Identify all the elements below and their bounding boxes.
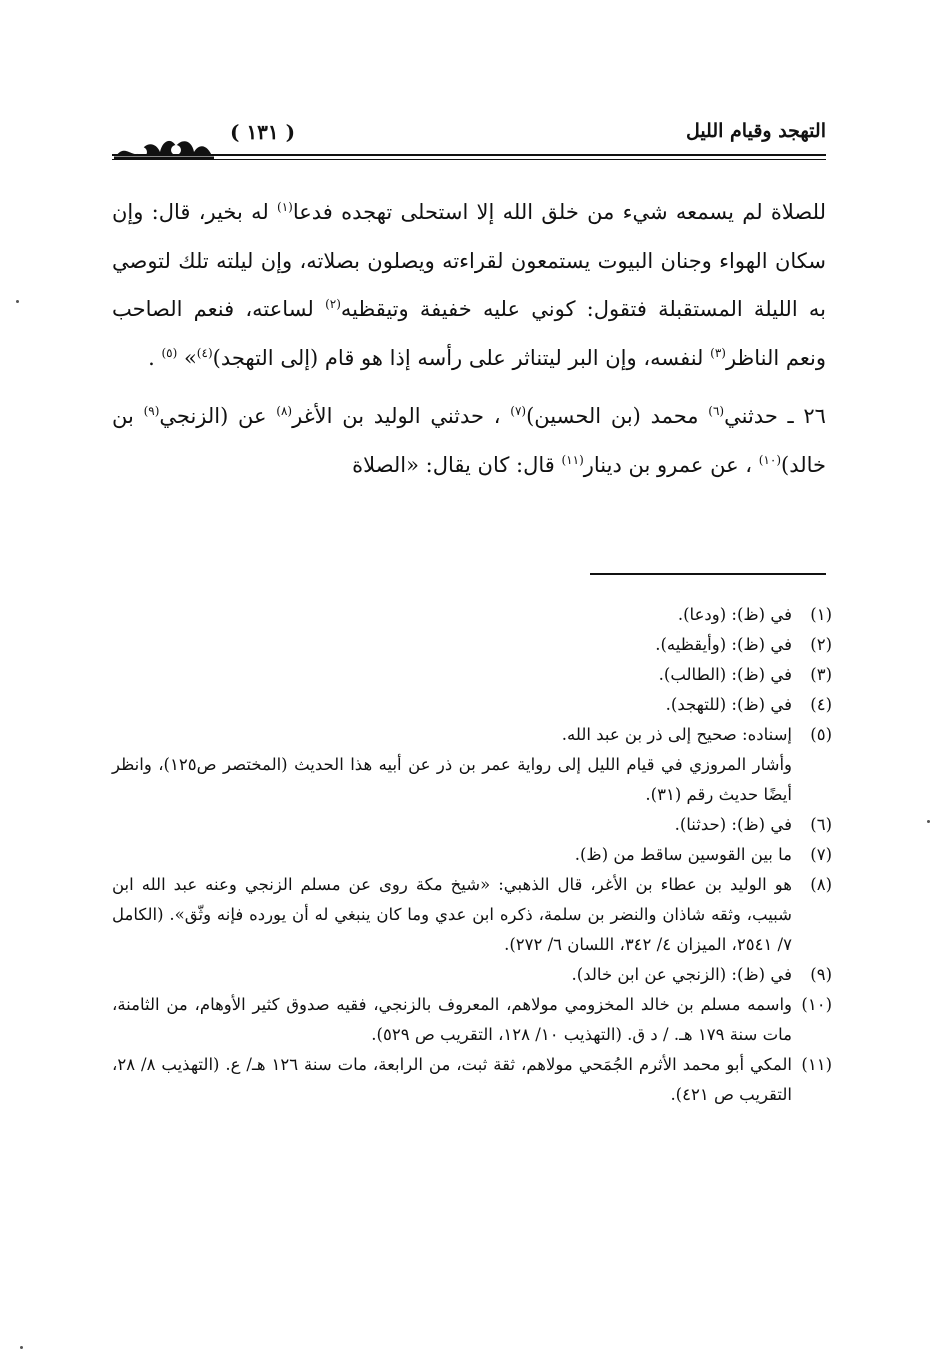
footnote-number: (٥) xyxy=(810,725,832,744)
footnote-3 xyxy=(112,660,832,690)
text-segment: للصلاة لم يسمعه شيء من خلق الله إلا استحلى تهجده فدعا xyxy=(292,200,826,224)
header-rule xyxy=(112,154,826,160)
text-segment: ، عن عمرو بن دينار xyxy=(583,452,759,477)
footnote-ref: (٦) xyxy=(708,404,725,418)
text-segment: لساعته، فنعم الصاحب ونعم الناظر xyxy=(112,297,826,370)
footnote-text: هو الوليد بن عطاء بن الأغر، قال الذهبي: «شيخ مكة روى عن مسلم الزنجي وعنه عبد الله ابن شبيب، وثقه شاذان والنضر بن سلمة، ذكره ابن عدي وما كان ينبغي له أن يورده فإنه وثّق». (الكامل ٧/ ٢٥٤١، الميزان ٤/ ٣٤٢، اللسان ٦/ ٢٧٢). xyxy=(112,875,792,954)
footnote-9 xyxy=(112,960,832,990)
footnote-ref: (٩) xyxy=(143,404,160,418)
footnote-ref: (٤) xyxy=(196,345,213,360)
footnote-ref: (٨) xyxy=(276,404,293,418)
footnote-ref: (١) xyxy=(277,200,293,214)
footnote-text: إسناده: صحيح إلى ذر بن عبد الله. xyxy=(561,725,792,744)
footnote-2 xyxy=(112,630,832,660)
footnote-number: (١) xyxy=(810,605,832,624)
footnote-text: في (ظ): (وأيقظيه). xyxy=(655,635,792,654)
page-header xyxy=(112,112,826,168)
footnote-1 xyxy=(112,600,832,630)
scan-speck xyxy=(20,1346,23,1349)
main-paragraph xyxy=(112,392,826,489)
footnote-ref: (١٠) xyxy=(758,452,781,467)
footnote-text: في (ظ): (ودعا). xyxy=(677,605,792,624)
footnote-number: (٧) xyxy=(810,845,832,864)
text-segment: ٢٦ ـ حدثني xyxy=(724,404,826,428)
footnote-4 xyxy=(112,690,832,720)
scan-speck xyxy=(927,820,930,823)
main-text xyxy=(112,188,826,489)
footnote-text: ما بين القوسين ساقط من (ظ). xyxy=(574,845,792,864)
footnote-ref: (٣) xyxy=(710,345,726,360)
text-segment: . xyxy=(148,345,162,370)
footnote-number: (٦) xyxy=(810,815,832,834)
footnote-number: (٢) xyxy=(810,635,832,654)
running-title: التهجد وقيام الليل xyxy=(685,120,826,142)
text-segment: محمد (بن الحسين) xyxy=(526,404,709,428)
main-paragraph xyxy=(112,188,826,382)
footnote-number: (١١) xyxy=(801,1055,832,1074)
text-segment: له بخير، قال: وإن سكان الهواء وجنان البيوت يستمعون لقراءته ويصلون بصلاته، وإن ليلته تلك لتوصي به الليلة المستقبلة فتقول: كوني عليه خفيفة وتيقظيه xyxy=(112,200,826,321)
text-segment: بن خالد) xyxy=(112,404,826,477)
footnote-number: (١٠) xyxy=(801,995,832,1014)
text-segment: ، حدثني الوليد بن الأغر xyxy=(292,404,511,428)
text-segment: لنفسه، وإن البر ليتناثر على رأسه إذا هو قام (إلى التهجد) xyxy=(212,345,711,370)
scan-speck xyxy=(16,300,19,303)
footnote-text: واسمه مسلم بن خالد المخزومي مولاهم، المعروف بالزنجي، فقيه صدوق كثير الأوهام، من الثامنة، مات سنة ١٧٩ هـ. / د ق. (التهذيب ١٠/ ١٢٨، التقريب ص ٥٢٩). xyxy=(112,995,792,1044)
footnote-5-continuation: وأشار المروزي في قيام الليل إلى رواية عمر بن ذر عن أبيه هذا الحديث (المختصر ص١٢٥)، وانظر أيضًا حديث رقم (٣١). xyxy=(112,755,792,804)
page-number: ( ١٣١ ) xyxy=(230,120,296,144)
footnote-5 xyxy=(112,720,832,750)
footnote-10 xyxy=(112,990,832,1050)
footnote-text: المكي أبو محمد الأثرم الجُمَحي مولاهم، ثقة ثبت، من الرابعة، مات سنة ١٢٦ هـ/ ع. (التهذيب ٨/ ٢٨، التقريب ص ٤٢١). xyxy=(112,1055,792,1104)
footnote-text: في (ظ): (للتهجد). xyxy=(665,695,792,714)
footnote-ref: (٧) xyxy=(510,404,527,418)
footnote-7 xyxy=(112,840,832,870)
footnote-number: (٣) xyxy=(810,665,832,684)
footnote-ref: (٢) xyxy=(325,297,341,311)
footnote-text: في (ظ): (حدثنا). xyxy=(674,815,792,834)
footnote-text: في (ظ): (الطالب). xyxy=(658,665,792,684)
footnote-text: في (ظ): (الزنجي عن ابن خالد). xyxy=(571,965,792,984)
footnote-8 xyxy=(112,870,832,960)
footnote-ref: (١١) xyxy=(561,452,584,467)
footnote-number: (٤) xyxy=(810,695,832,714)
footnote-11 xyxy=(112,1050,832,1110)
footnote-number: (٩) xyxy=(810,965,832,984)
footnote-separator xyxy=(590,573,826,575)
text-segment: عن (الزنجي xyxy=(159,404,277,428)
footnote-number: (٨) xyxy=(810,875,832,894)
text-segment: » xyxy=(177,345,197,370)
footnotes xyxy=(112,600,832,1110)
text-segment: قال: كان يقال: «الصلاة xyxy=(352,452,562,477)
footnote-6 xyxy=(112,810,832,840)
footnote-ref: (٥) xyxy=(161,345,178,360)
